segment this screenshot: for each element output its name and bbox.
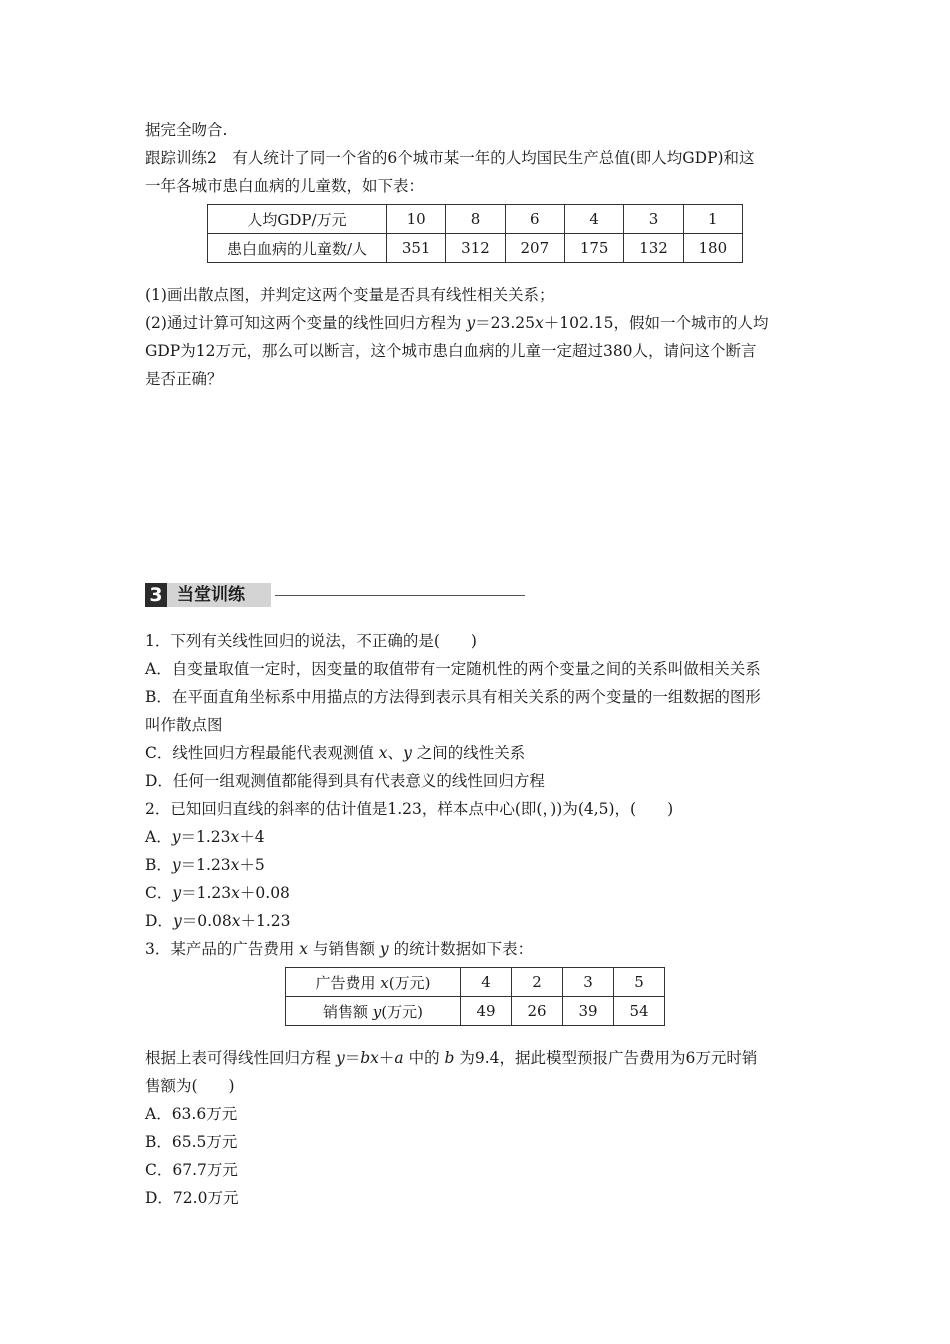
paragraph-line: 一年各城市患白血病的儿童数，如下表： [145,177,425,195]
question-1: (1)画出散点图，并判定这两个变量是否具有线性相关关系； [145,286,555,304]
problem-1: 1．下列有关线性回归的说法，不正确的是( ) [145,632,477,650]
table-cell: 26 [512,997,563,1026]
gdp-leukemia-table [207,204,743,263]
table-cell: 39 [563,997,614,1026]
table-cell: 10 [387,205,446,234]
option-c: C．67.7万元 [145,1161,238,1179]
table-cell: 351 [387,234,446,263]
option-c: C．线性回归方程最能代表观测值 x、y 之间的线性关系 [145,744,526,762]
tracking-exercise-heading: 跟踪训练2 有人统计了同一个省的6个城市某一年的人均国民生产总值(即人均GDP)和这 [145,149,755,167]
option-b-continued: 叫作散点图 [145,716,223,734]
table-cell: 5 [614,968,665,997]
table-cell: 207 [505,234,564,263]
problem-3: 3．某产品的广告费用 x 与销售额 y 的统计数据如下表： [145,940,534,958]
paragraph-line: 是否正确？ [145,370,223,388]
table-cell: 132 [624,234,683,263]
option-d: D．72.0万元 [145,1189,239,1207]
ad-sales-table [285,967,665,1026]
divider [275,595,525,596]
question-2: (2)通过计算可知这两个变量的线性回归方程为 y＝23.25x＋102.15，假如一个城市的人均 [145,314,769,332]
paragraph-line: 售额为( ) [145,1077,235,1095]
problem-2: 2．已知回归直线的斜率的估计值是1.23，样本点中心(即(，))为(4,5)，( ) [145,800,674,818]
table-row [286,968,665,997]
section-title: 当堂训练 [167,583,271,607]
table-cell: 49 [461,997,512,1026]
practice-block [145,627,810,1212]
table-cell: 2 [512,968,563,997]
option-d: D．任何一组观测值都能得到具有代表意义的线性回归方程 [145,772,545,790]
table-cell: 1 [683,205,742,234]
table-cell: 广告费用 x(万元) [286,968,461,997]
table-cell: 312 [446,234,505,263]
section-header [145,583,525,607]
option-b: B．y＝1.23x＋5 [145,856,265,874]
option-a: A．自变量取值一定时，因变量的取值带有一定随机性的两个变量之间的关系叫做相关关系 [145,660,761,678]
table-cell: 4 [461,968,512,997]
option-b: B．在平面直角坐标系中用描点的方法得到表示具有相关关系的两个变量的一组数据的图形 [145,688,761,706]
option-d: D．y＝0.08x＋1.23 [145,912,291,930]
table-cell: 54 [614,997,665,1026]
option-b: B．65.5万元 [145,1133,238,1151]
option-c: C．y＝1.23x＋0.08 [145,884,290,902]
table-row [286,997,665,1026]
option-a: A．63.6万元 [145,1105,238,1123]
table-cell: 患白血病的儿童数/人 [208,234,387,263]
table-cell: 销售额 y(万元) [286,997,461,1026]
paragraph-line: GDP为12万元，那么可以断言，这个城市患白血病的儿童一定超过380人，请问这个断言 [145,342,757,360]
table-row [208,205,743,234]
exercise-block [145,116,810,393]
paragraph-line: 根据上表可得线性回归方程 y＝bx＋a 中的 b 为9.4，据此模型预报广告费用为6万元时销 [145,1049,758,1067]
table-cell: 6 [505,205,564,234]
table-cell: 4 [564,205,623,234]
table-cell: 人均GDP/万元 [208,205,387,234]
option-a: A．y＝1.23x＋4 [145,828,265,846]
table-cell: 3 [624,205,683,234]
table-cell: 8 [446,205,505,234]
section-number: 3 [145,583,167,607]
table-cell: 175 [564,234,623,263]
paragraph-line: 据完全吻合. [145,121,228,139]
table-cell: 3 [563,968,614,997]
table-row [208,234,743,263]
table-cell: 180 [683,234,742,263]
